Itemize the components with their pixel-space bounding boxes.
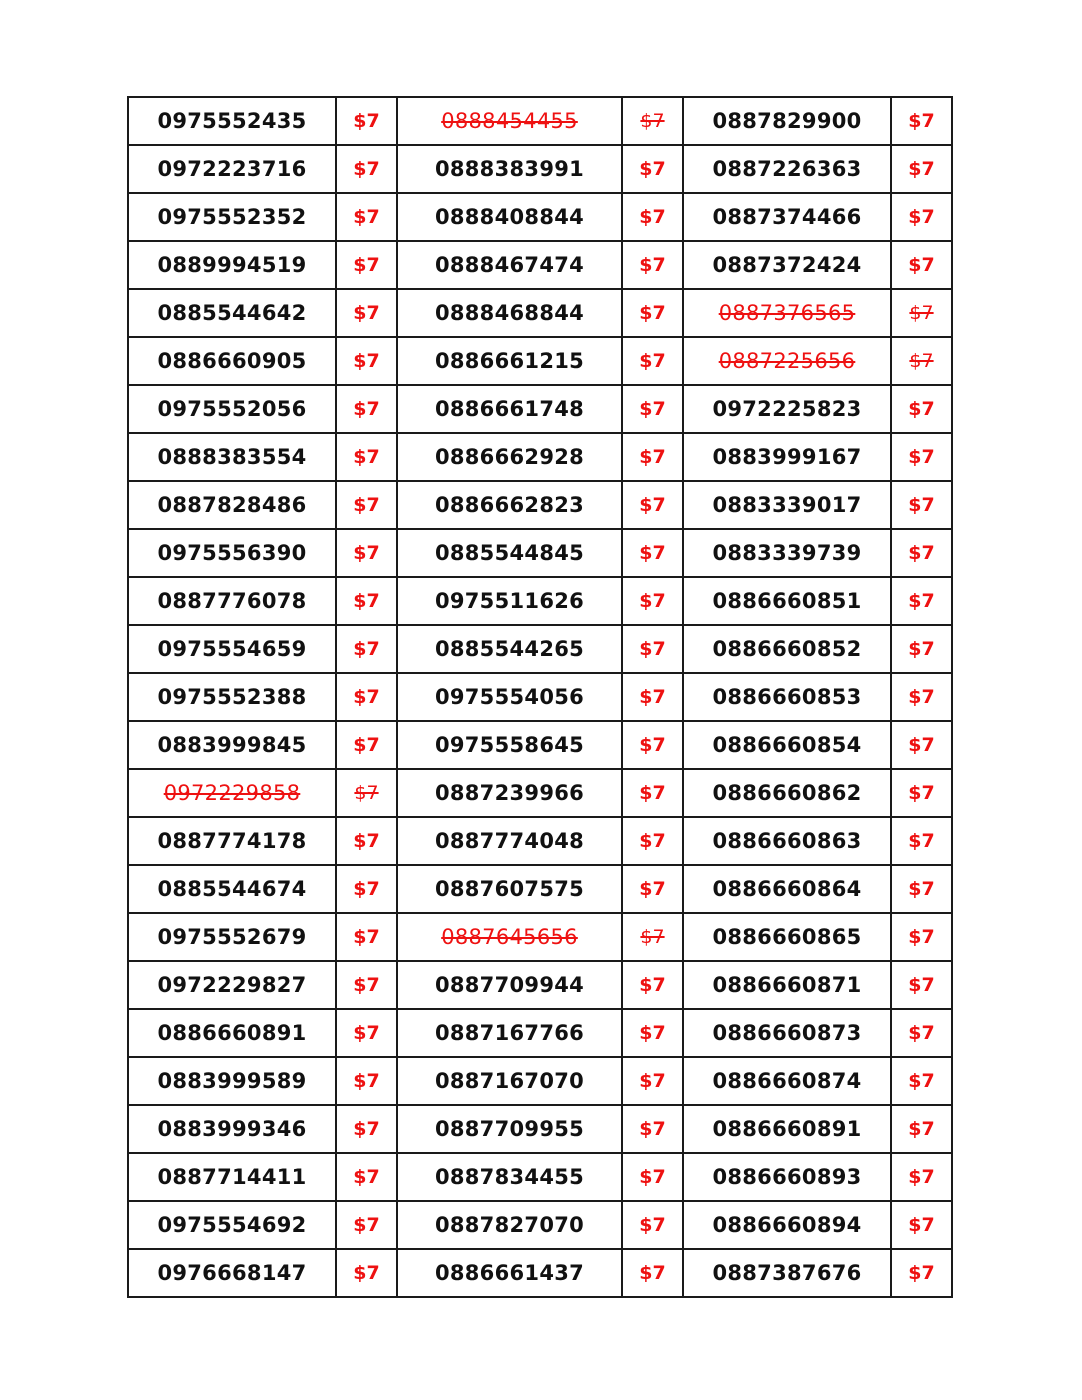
price-cell: $7 [622,385,683,433]
phone-number-cell: 0975558645 [397,721,622,769]
price-cell: $7 [336,1153,397,1201]
phone-number-cell: 0975556390 [128,529,336,577]
table-row [128,433,952,481]
phone-number-cell: 0883999845 [128,721,336,769]
price-cell: $7 [891,1249,952,1297]
price-cell: $7 [336,577,397,625]
phone-number-cell: 0886660863 [683,817,891,865]
price-cell: $7 [891,961,952,1009]
price-cell: $7 [336,241,397,289]
phone-number-cell: 0975552352 [128,193,336,241]
price-cell: $7 [891,193,952,241]
phone-number-cell: 0888408844 [397,193,622,241]
price-cell: $7 [891,97,952,145]
price-cell: $7 [891,1009,952,1057]
price-cell: $7 [891,481,952,529]
price-cell: $7 [891,385,952,433]
price-cell: $7 [336,337,397,385]
phone-number-cell: 0887709955 [397,1105,622,1153]
price-cell: $7 [891,817,952,865]
phone-number-cell: 0887834455 [397,1153,622,1201]
phone-number-cell: 0888383991 [397,145,622,193]
phone-number-cell: 0885544674 [128,865,336,913]
phone-number-cell: 0886660891 [683,1105,891,1153]
phone-number-cell: 0975511626 [397,577,622,625]
price-cell: $7 [336,289,397,337]
phone-number-cell: 0886660862 [683,769,891,817]
phone-number-cell: 0886662823 [397,481,622,529]
table-row [128,337,952,385]
price-cell: $7 [622,817,683,865]
phone-number-cell: 0887372424 [683,241,891,289]
phone-number-cell: 0889994519 [128,241,336,289]
price-cell: $7 [336,961,397,1009]
price-cell: $7 [336,913,397,961]
price-cell: $7 [891,529,952,577]
price-cell: $7 [336,529,397,577]
price-cell: $7 [891,1201,952,1249]
phone-number-cell: 0887776078 [128,577,336,625]
price-cell: $7 [336,721,397,769]
price-cell: $7 [891,241,952,289]
phone-number-cell: 0887714411 [128,1153,336,1201]
price-cell: $7 [622,289,683,337]
phone-number-cell: 0972225823 [683,385,891,433]
phone-number-cell: 0883999167 [683,433,891,481]
price-cell: $7 [622,193,683,241]
table-row [128,913,952,961]
phone-number-cell: 0886660865 [683,913,891,961]
phone-number-cell: 0888383554 [128,433,336,481]
table-row [128,721,952,769]
phone-number-cell: 0972229827 [128,961,336,1009]
table-row [128,577,952,625]
phone-number-cell: 0885544642 [128,289,336,337]
phone-number-cell: 0975552679 [128,913,336,961]
table-row [128,865,952,913]
table-row [128,673,952,721]
price-cell: $7 [622,481,683,529]
table-row [128,193,952,241]
phone-number-cell: 0886660864 [683,865,891,913]
price-cell: $7 [622,961,683,1009]
phone-number-cell: 0972223716 [128,145,336,193]
phone-number-cell: 0887827070 [397,1201,622,1249]
phone-number-cell: 0883999346 [128,1105,336,1153]
table-row [128,1153,952,1201]
phone-number-cell: 0886661215 [397,337,622,385]
phone-number-cell: 0975552435 [128,97,336,145]
sold-phone-number-cell: 0972229858 [128,769,336,817]
sold-price-cell: $7 [891,337,952,385]
phone-number-cell: 0886660893 [683,1153,891,1201]
sold-phone-number-cell: 0888454455 [397,97,622,145]
phone-number-cell: 0887239966 [397,769,622,817]
price-cell: $7 [336,97,397,145]
phone-number-cell: 0886660894 [683,1201,891,1249]
phone-number-cell: 0887226363 [683,145,891,193]
phone-number-cell: 0883339739 [683,529,891,577]
price-cell: $7 [336,1057,397,1105]
price-cell: $7 [891,673,952,721]
phone-number-cell: 0976668147 [128,1249,336,1297]
table-row [128,817,952,865]
price-cell: $7 [622,241,683,289]
phone-number-cell: 0887607575 [397,865,622,913]
phone-number-cell: 0886661748 [397,385,622,433]
table-row [128,241,952,289]
price-cell: $7 [336,1201,397,1249]
price-cell: $7 [622,721,683,769]
price-cell: $7 [336,1009,397,1057]
phone-number-cell: 0887167766 [397,1009,622,1057]
price-cell: $7 [622,1249,683,1297]
phone-number-price-table [127,96,953,1298]
table-row [128,481,952,529]
phone-number-cell: 0886662928 [397,433,622,481]
sold-phone-number-cell: 0887376565 [683,289,891,337]
table-row [128,769,952,817]
price-cell: $7 [622,1153,683,1201]
table-row [128,1009,952,1057]
price-cell: $7 [891,433,952,481]
price-cell: $7 [891,625,952,673]
phone-number-cell: 0886660874 [683,1057,891,1105]
table-row [128,289,952,337]
phone-number-cell: 0883999589 [128,1057,336,1105]
price-cell: $7 [336,433,397,481]
phone-number-cell: 0885544845 [397,529,622,577]
price-cell: $7 [336,865,397,913]
table-row [128,1105,952,1153]
table-row [128,1057,952,1105]
price-cell: $7 [622,577,683,625]
sold-price-cell: $7 [891,289,952,337]
price-cell: $7 [891,721,952,769]
phone-number-cell: 0886660852 [683,625,891,673]
price-cell: $7 [891,769,952,817]
price-cell: $7 [622,1105,683,1153]
phone-number-cell: 0887709944 [397,961,622,1009]
phone-number-cell: 0886660854 [683,721,891,769]
price-cell: $7 [622,625,683,673]
sold-phone-number-cell: 0887225656 [683,337,891,385]
table-row [128,385,952,433]
phone-number-cell: 0887828486 [128,481,336,529]
price-cell: $7 [622,769,683,817]
phone-number-cell: 0888467474 [397,241,622,289]
phone-number-cell: 0886660851 [683,577,891,625]
phone-number-cell: 0886660905 [128,337,336,385]
price-cell: $7 [336,1105,397,1153]
table-row [128,529,952,577]
price-cell: $7 [622,865,683,913]
table-row [128,97,952,145]
phone-number-cell: 0975554056 [397,673,622,721]
price-cell: $7 [622,673,683,721]
price-cell: $7 [622,145,683,193]
price-cell: $7 [891,1057,952,1105]
phone-number-cell: 0975554692 [128,1201,336,1249]
table-body [128,97,952,1297]
price-cell: $7 [891,865,952,913]
table-row [128,625,952,673]
price-cell: $7 [622,433,683,481]
price-cell: $7 [336,673,397,721]
price-cell: $7 [336,481,397,529]
phone-number-cell: 0883339017 [683,481,891,529]
phone-number-cell: 0886660853 [683,673,891,721]
price-cell: $7 [622,1201,683,1249]
price-cell: $7 [622,1057,683,1105]
phone-number-cell: 0887829900 [683,97,891,145]
phone-number-cell: 0887374466 [683,193,891,241]
price-cell: $7 [336,193,397,241]
phone-number-cell: 0975552056 [128,385,336,433]
phone-number-cell: 0887774048 [397,817,622,865]
price-cell: $7 [336,1249,397,1297]
phone-number-cell: 0888468844 [397,289,622,337]
price-cell: $7 [622,1009,683,1057]
sold-price-cell: $7 [622,97,683,145]
phone-number-cell: 0887774178 [128,817,336,865]
phone-number-cell: 0886660891 [128,1009,336,1057]
sold-price-cell: $7 [622,913,683,961]
price-cell: $7 [622,337,683,385]
price-cell: $7 [622,529,683,577]
table-row [128,1249,952,1297]
price-cell: $7 [891,577,952,625]
price-cell: $7 [336,817,397,865]
sold-price-cell: $7 [336,769,397,817]
phone-number-cell: 0887167070 [397,1057,622,1105]
price-cell: $7 [336,625,397,673]
phone-number-cell: 0975552388 [128,673,336,721]
price-cell: $7 [336,385,397,433]
phone-number-cell: 0885544265 [397,625,622,673]
phone-number-cell: 0887387676 [683,1249,891,1297]
phone-number-cell: 0975554659 [128,625,336,673]
table-row [128,145,952,193]
price-cell: $7 [891,913,952,961]
phone-number-cell: 0886660871 [683,961,891,1009]
phone-number-cell: 0886661437 [397,1249,622,1297]
table-row [128,1201,952,1249]
price-cell: $7 [891,1105,952,1153]
table-row [128,961,952,1009]
price-cell: $7 [891,145,952,193]
price-cell: $7 [336,145,397,193]
price-cell: $7 [891,1153,952,1201]
phone-number-cell: 0886660873 [683,1009,891,1057]
sold-phone-number-cell: 0887645656 [397,913,622,961]
